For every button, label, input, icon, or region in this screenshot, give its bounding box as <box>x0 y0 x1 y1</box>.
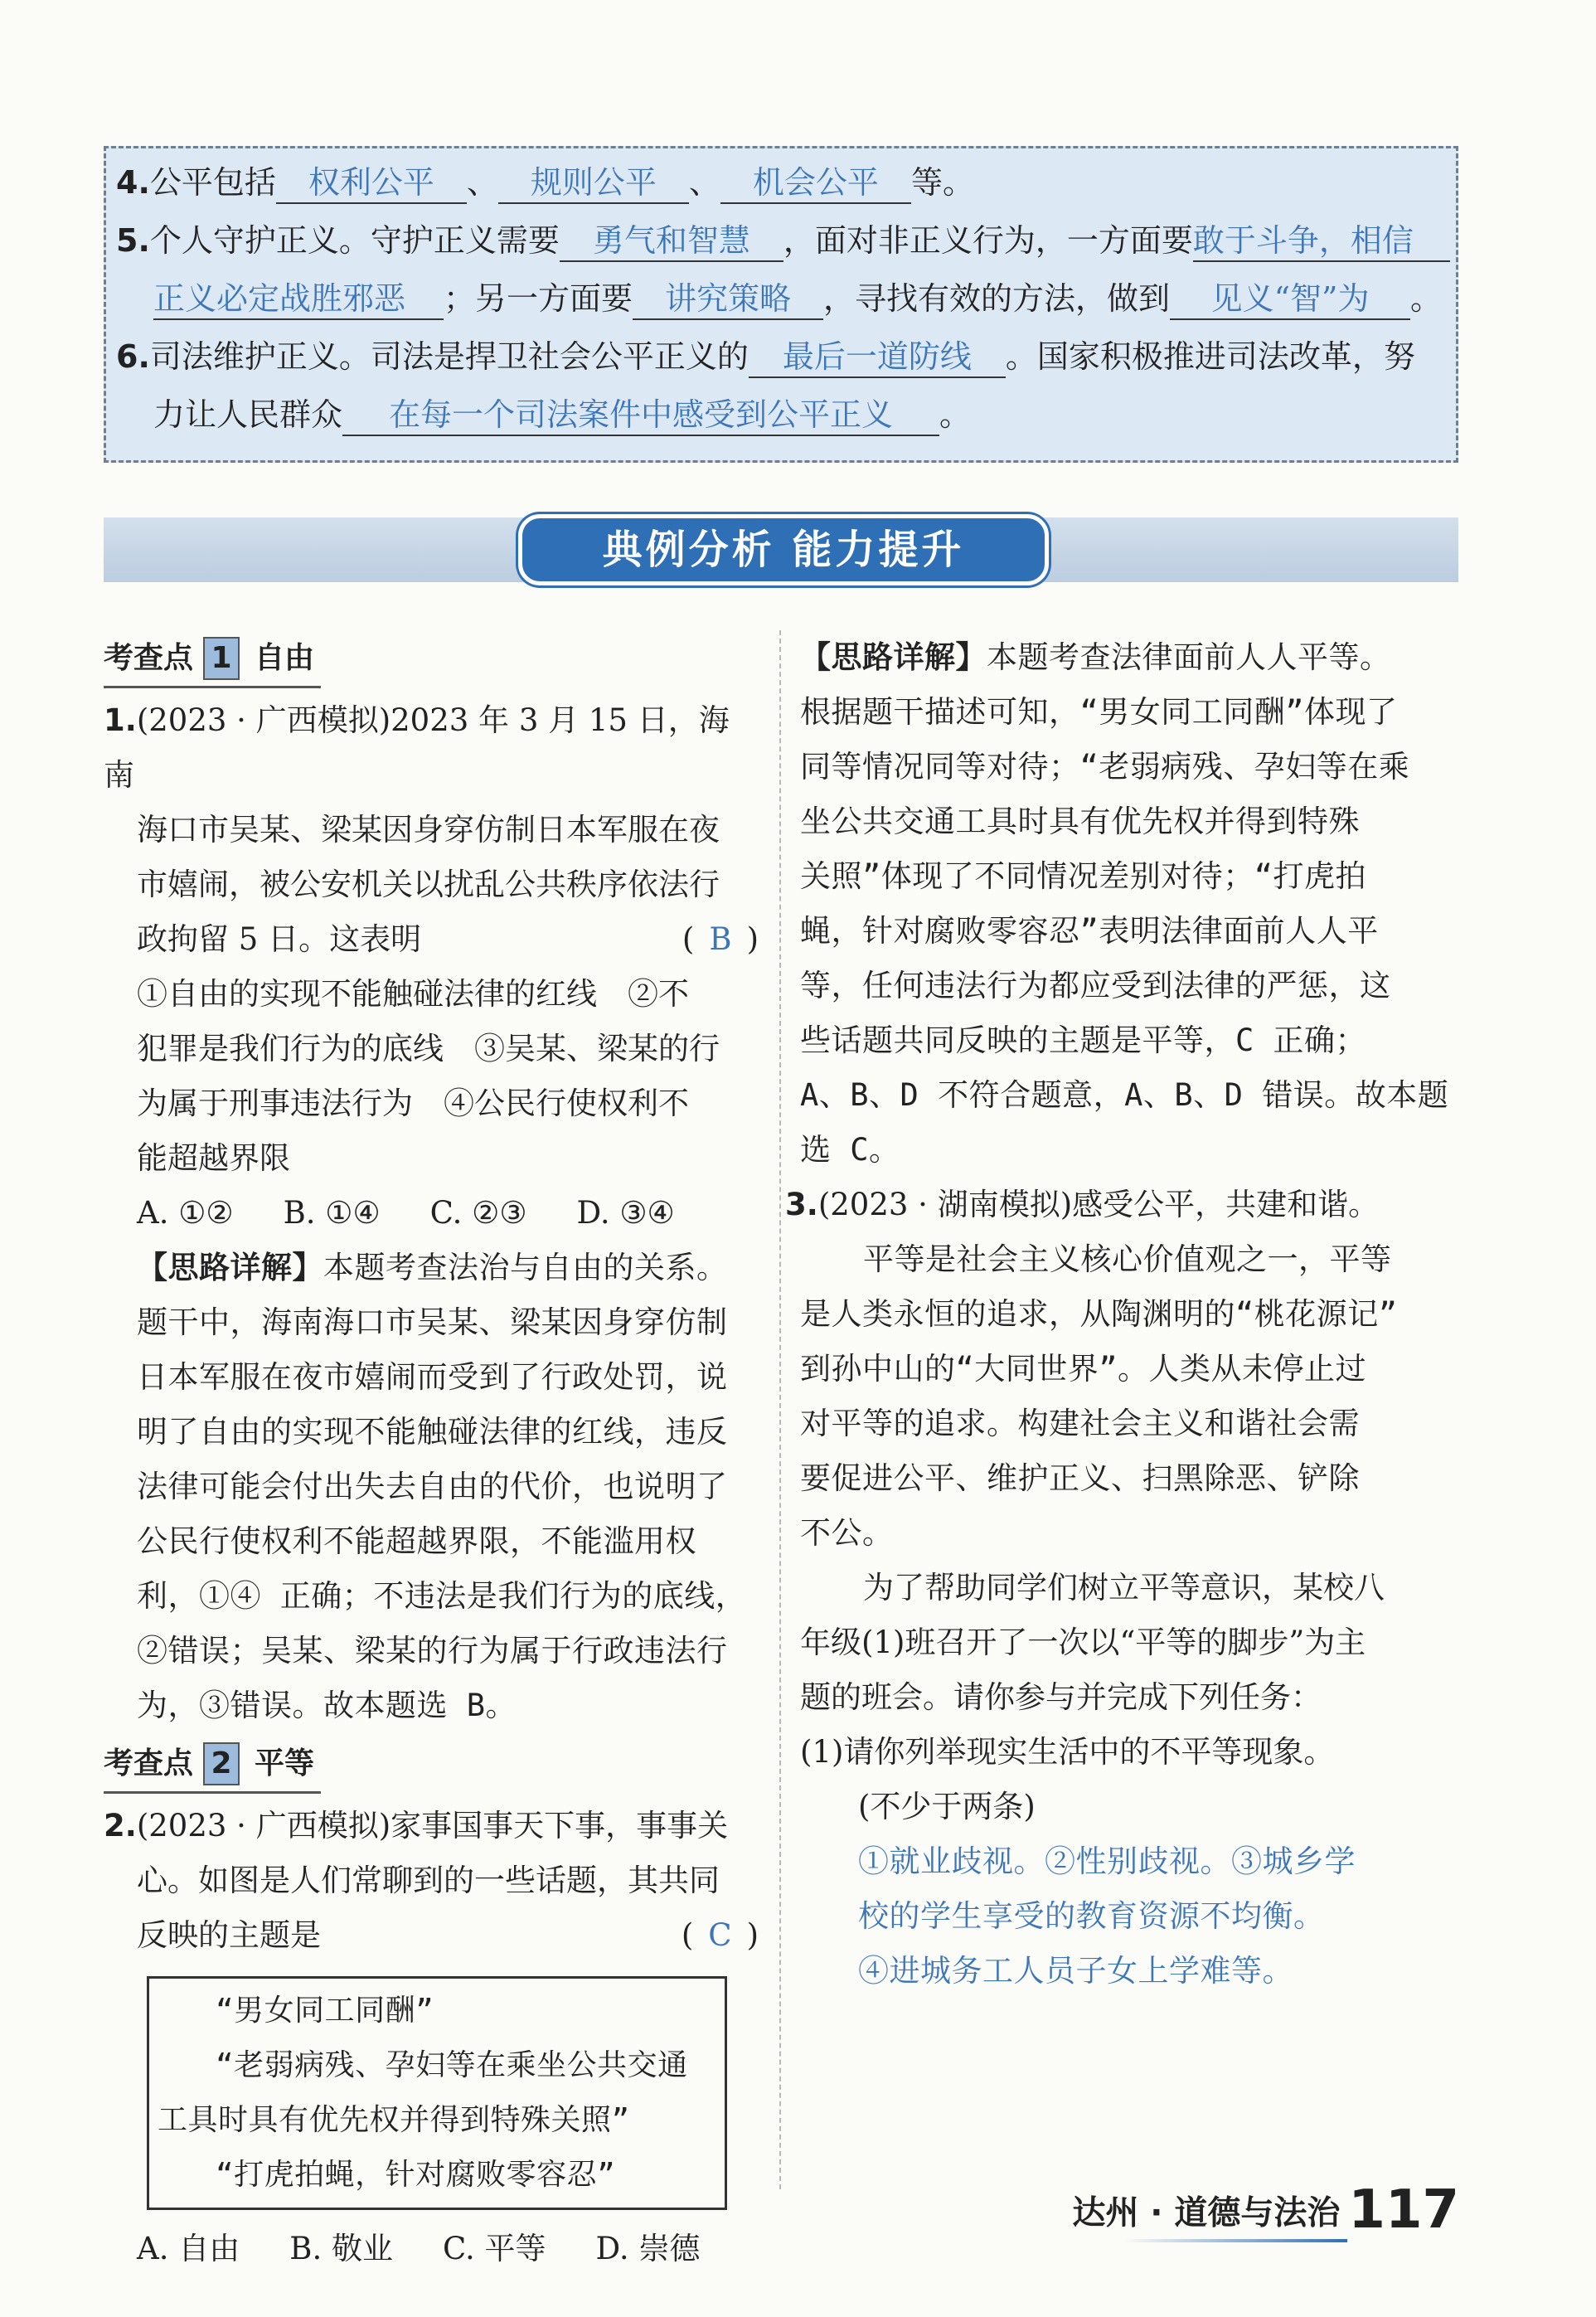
analysis-text: 等，任何违法行为都应受到法律的严惩，这 <box>800 968 1391 1003</box>
review-text: 等。 <box>910 164 974 201</box>
analysis-text: 本题考查法治与自由的关系。 <box>323 1250 728 1285</box>
question-text: (2023 · 湖南模拟)感受公平，共建和谐。 <box>817 1187 1380 1222</box>
right-column <box>785 630 1472 1999</box>
footer-accent-line <box>1123 2239 1347 2242</box>
option-text: 为属于刑事违法行为 ④公民行使权利不 <box>137 1086 689 1121</box>
task-answer <box>800 1834 1472 1999</box>
paren-open: ( <box>682 921 695 957</box>
analysis-text: 选 C。 <box>800 1132 900 1168</box>
analysis-text: 本题考查法律面前人人平等。 <box>987 639 1391 675</box>
key-point-heading-2 <box>104 1737 321 1794</box>
review-text: 。 <box>939 396 972 433</box>
review-text: ，面对非正义行为，一方面要 <box>783 222 1193 259</box>
question-number: 3. <box>785 1187 818 1222</box>
quote-line: “老弱病残、孕妇等在乘坐公共交通 <box>216 2048 688 2082</box>
key-point-topic: 平等 <box>255 1746 315 1780</box>
review-text: 司法维护正义。司法是捍卫社会公平正义的 <box>149 338 749 375</box>
analysis-text: 蝇，针对腐败零容忍”表明法律面前人人平 <box>800 913 1379 949</box>
review-text: 。国家积极推进司法改革，努 <box>1005 338 1415 375</box>
question-2 <box>104 1799 759 2276</box>
review-text: ，寻找有效的方法，做到 <box>823 280 1171 317</box>
answer-text: 校的学生享受的教育资源不均衡。 <box>858 1898 1325 1934</box>
choice-b: B. ①④ <box>283 1195 381 1231</box>
key-point-label: 考查点 <box>104 1746 194 1780</box>
passage-text: 要促进公平、维护正义、扫黑除恶、铲除 <box>800 1460 1360 1496</box>
answer-letter: B <box>709 921 732 957</box>
review-item-5-cont <box>116 270 1443 328</box>
analysis-text: 法律可能会付出失去自由的代价，也说明了 <box>137 1469 728 1504</box>
fill-answer: 在每一个司法案件中感受到公平正义 <box>342 395 939 436</box>
paren-close: ) <box>746 1917 759 1953</box>
question-3-passage <box>800 1232 1472 1561</box>
left-column <box>104 630 759 2276</box>
review-text: 。 <box>1410 280 1443 317</box>
question-text: (2023 · 广西模拟)家事国事天下事，事事关 <box>136 1808 729 1843</box>
passage-text: 不公。 <box>800 1515 894 1551</box>
analysis-text: ②错误；吴某、梁某的行为属于行政违法行 <box>137 1633 728 1669</box>
column-divider <box>779 630 781 2189</box>
analysis-text: 利，①④ 正确；不违法是我们行为的底线， <box>137 1578 747 1614</box>
option-text: ①自由的实现不能触碰法律的红线 ②不 <box>137 976 689 1012</box>
passage-text: 到孙中山的“大同世界”。人类从未停止过 <box>800 1351 1367 1387</box>
fill-answer: 规则公平 <box>498 163 689 204</box>
option-text: 犯罪是我们行为的底线 ③吴某、梁某的行 <box>137 1031 720 1066</box>
analysis-text: 关照”体现了不同情况差别对待；“打虎拍 <box>800 858 1367 894</box>
fill-answer: 敢于斗争，相信 <box>1193 221 1450 262</box>
answer-parens <box>682 1908 759 1963</box>
key-point-topic: 自由 <box>255 641 315 675</box>
key-point-label: 考查点 <box>104 641 194 675</box>
analysis-text: 公民行使权利不能超越界限，不能滥用权 <box>137 1523 696 1559</box>
fill-answer: 最后一道防线 <box>749 337 1006 378</box>
answer-text: ①就业歧视。②性别歧视。③城乡学 <box>858 1843 1356 1879</box>
paren-open: ( <box>681 1917 694 1953</box>
fill-answer: 机会公平 <box>720 163 911 204</box>
choices <box>104 2222 759 2276</box>
review-text: ；另一方面要 <box>444 280 633 317</box>
review-box <box>104 146 1458 463</box>
choice-a: A. ①② <box>137 1195 234 1231</box>
quote-box <box>147 1976 727 2210</box>
paren-close: ) <box>746 921 759 957</box>
review-item-6-cont <box>116 386 1439 444</box>
separator: 、 <box>466 164 498 201</box>
question-number: 2. <box>104 1808 137 1843</box>
option-text: 能超越界限 <box>137 1140 290 1176</box>
fill-answer: 见义“智”为 <box>1170 279 1410 320</box>
answer-parens <box>682 912 759 967</box>
analysis-text: 些话题共同反映的主题是平等，C 正确； <box>800 1022 1367 1058</box>
question-text: 海口市吴某、梁某因身穿仿制日本军服在夜 <box>137 812 720 848</box>
analysis-label: 【思路详解】 <box>800 639 987 675</box>
page-footer <box>1072 2179 1459 2241</box>
review-item-5 <box>116 211 1439 270</box>
choice-a: A. 自由 <box>137 2231 240 2266</box>
question-number: 1. <box>104 702 137 738</box>
analysis-text: A、B、D 不符合题意，A、B、D 错误。故本题 <box>800 1077 1449 1113</box>
choice-d: D. 崇德 <box>595 2231 701 2266</box>
task-text: (1)请你列举现实生活中的不平等现象。 <box>800 1734 1335 1770</box>
section-banner <box>104 517 1458 582</box>
passage-text: 为了帮助同学们树立平等意识，某校八 <box>863 1570 1385 1605</box>
choice-b: B. 敬业 <box>289 2231 393 2266</box>
question-text: 市嬉闹，被公安机关以扰乱公共秩序依法行 <box>137 867 720 902</box>
review-text: 力让人民群众 <box>153 396 343 433</box>
analysis-text: 明了自由的实现不能触碰法律的红线，违反 <box>137 1414 728 1450</box>
task-note: (不少于两条) <box>858 1789 1036 1824</box>
fill-answer: 权利公平 <box>276 163 467 204</box>
review-text: 个人守护正义。守护正义需要 <box>149 222 560 259</box>
fill-answer: 正义必定战胜邪恶 <box>153 279 444 320</box>
analysis-text: 题干中，海南海口市吴某、梁某因身穿仿制 <box>137 1304 728 1340</box>
analysis-label: 【思路详解】 <box>137 1250 323 1285</box>
review-item-4 <box>116 153 1439 211</box>
question-3 <box>785 1178 1472 1999</box>
passage-text: 平等是社会主义核心价值观之一，平等 <box>863 1241 1392 1277</box>
analysis-text: 日本军服在夜市嬉闹而受到了行政处罚，说 <box>137 1359 728 1395</box>
choice-d: D. ③④ <box>576 1195 675 1231</box>
analysis-text: 坐公共交通工具时具有优先权并得到特殊 <box>800 804 1360 839</box>
choice-c: C. 平等 <box>442 2231 546 2266</box>
answer-letter: C <box>708 1917 732 1953</box>
footer-label: 达州 · 道德与法治 <box>1072 2193 1341 2232</box>
review-text: 公平包括 <box>149 164 276 201</box>
passage-text: 是人类永恒的追求，从陶渊明的“桃花源记” <box>800 1296 1398 1332</box>
passage-text: 年级(1)班召开了一次以“平等的脚步”为主 <box>800 1625 1366 1660</box>
analysis-text: 同等情况同等对待；“老弱病残、孕妇等在乘 <box>800 749 1410 784</box>
question-text: 反映的主题是 <box>137 1917 321 1953</box>
analysis-2 <box>800 630 1472 1178</box>
fill-answer: 勇气和智慧 <box>560 221 783 262</box>
question-text: 心。如图是人们常聊到的一些话题，其共同 <box>137 1863 720 1898</box>
separator: 、 <box>688 164 720 201</box>
quote-line: “打虎拍蝇，针对腐败零容忍” <box>216 2158 616 2192</box>
question-text: (2023 · 广西模拟)2023 年 3 月 15 日，海南 <box>104 702 730 793</box>
section-title: 典例分析 能力提升 <box>518 514 1049 585</box>
item-number: 4. <box>116 164 150 201</box>
page-number: 117 <box>1348 2179 1459 2241</box>
choice-c: C. ②③ <box>429 1195 527 1231</box>
key-point-number: 2 <box>203 1742 240 1785</box>
passage-text: 对平等的追求。构建社会主义和谐社会需 <box>800 1406 1360 1441</box>
key-point-number: 1 <box>203 637 240 680</box>
key-point-heading-1 <box>104 631 321 688</box>
item-number: 6. <box>116 338 150 375</box>
analysis-1 <box>104 1241 759 1733</box>
choices <box>104 1186 759 1241</box>
fill-answer: 讲究策略 <box>633 279 823 320</box>
item-number: 5. <box>116 222 150 259</box>
question-text: 政拘留 5 日。这表明 <box>137 921 422 957</box>
quote-line: “男女同工同酬” <box>216 1994 434 2028</box>
analysis-text: 根据题干描述可知，“男女同工同酬”体现了 <box>800 694 1398 730</box>
answer-text: ④进城务工人员子女上学难等。 <box>858 1953 1293 1989</box>
analysis-text: 为，③错误。故本题选 B。 <box>137 1688 517 1723</box>
passage-text: 题的班会。请你参与并完成下列任务： <box>800 1679 1322 1715</box>
question-1 <box>104 693 759 1733</box>
review-item-6 <box>116 328 1439 386</box>
quote-line: 工具时具有优先权并得到特殊关照” <box>158 2103 630 2137</box>
